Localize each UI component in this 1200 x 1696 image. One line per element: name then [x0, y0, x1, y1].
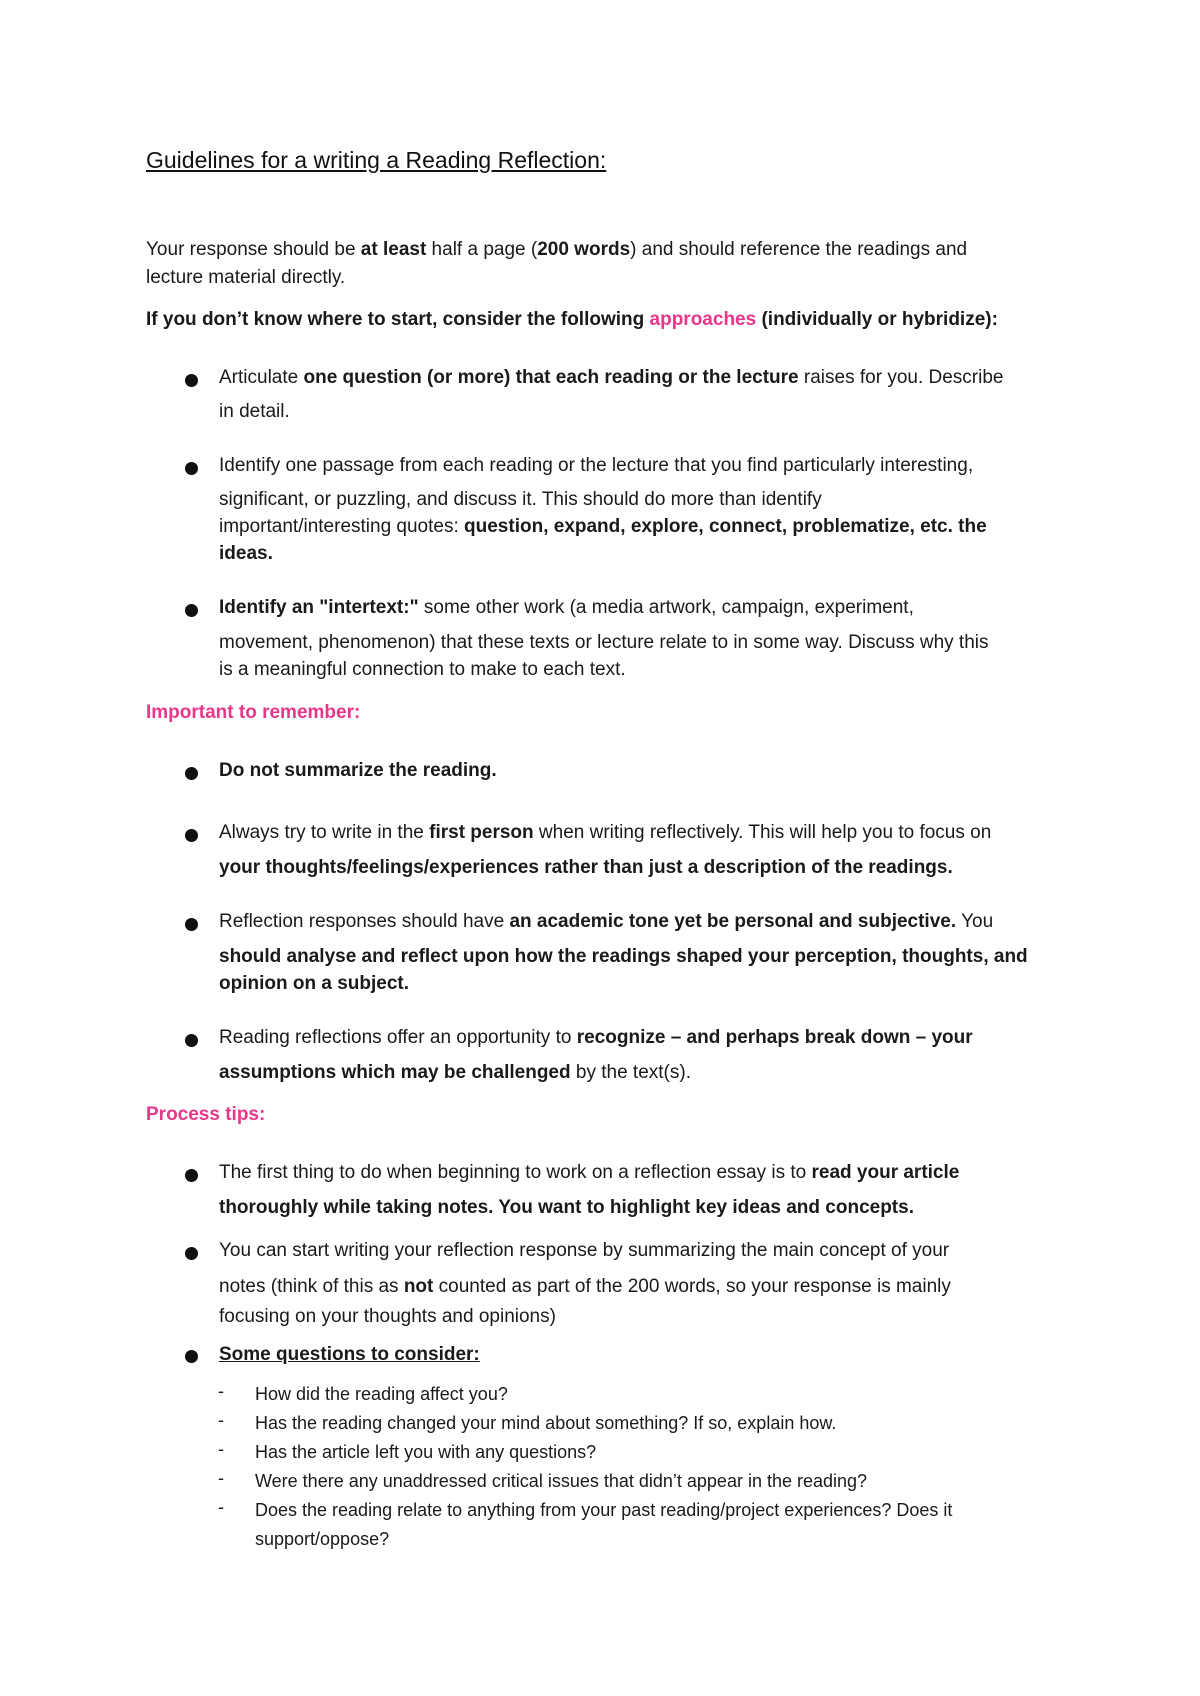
approach-2-line-2: significant, or puzzling, and discuss it. This should do more than identify [219, 489, 822, 510]
dash-icon: - [218, 1439, 224, 1459]
text: notes (think of this as [219, 1276, 404, 1297]
dash-icon: - [218, 1497, 224, 1517]
text: important/interesting quotes: [219, 516, 465, 537]
bullet-icon [185, 829, 198, 842]
approaches-tail: (individually or hybridize): [756, 309, 998, 330]
intro-line-2: lecture material directly. [146, 267, 346, 288]
intro-text: half a page ( [426, 239, 538, 260]
bullet-icon [185, 1350, 198, 1363]
important-4-line-1 [219, 1025, 973, 1051]
emphasis: one question (or more) that each reading or the lecture [303, 367, 799, 388]
important-4-line-2 [219, 1060, 691, 1086]
process-1-line-2: thoroughly while taking notes. You want to highlight key ideas and concepts. [219, 1197, 914, 1218]
approach-1-line-2: in detail. [219, 401, 290, 422]
bullet-icon [185, 1247, 198, 1260]
question-item: Has the article left you with any questions? [255, 1442, 597, 1462]
bullet-icon [185, 767, 198, 780]
important-2-line-2: your thoughts/feelings/experiences rather than just a description of the readings. [219, 857, 953, 878]
process-heading: Process tips: [146, 1104, 266, 1125]
bullet-icon [185, 918, 198, 931]
question-item: How did the reading affect you? [255, 1384, 508, 1404]
question-item-continued: support/oppose? [255, 1529, 390, 1549]
emphasis: recognize – and perhaps break down – your [576, 1027, 973, 1048]
important-3-line-2: should analyse and reflect upon how the readings shaped your perception, thoughts, and [219, 946, 1028, 967]
text: some other work (a media artwork, campaign, experiment, [418, 597, 914, 618]
approach-2-line-1: Identify one passage from each reading or the lecture that you find particularly interesting, [219, 455, 974, 476]
approaches-highlight: approaches [649, 309, 757, 330]
intro-emphasis: at least [360, 239, 427, 260]
bullet-icon [185, 462, 198, 475]
intro-text: ) and should reference the readings and [630, 239, 968, 260]
text: The first thing to do when beginning to work on a reflection essay is to [219, 1162, 812, 1183]
bullet-icon [185, 1034, 198, 1047]
text: when writing reflectively. This will help you to focus on [533, 822, 992, 843]
process-1-line-1 [219, 1160, 959, 1186]
questions-heading: Some questions to consider: [219, 1344, 480, 1365]
page-title: Guidelines for a writing a Reading Reflection: [146, 147, 607, 173]
intro-line-1 [146, 237, 967, 263]
text: Reflection responses should have [219, 911, 510, 932]
approach-1-line-1 [219, 365, 1003, 391]
text: Reading reflections offer an opportunity to [219, 1027, 577, 1048]
text: by the text(s). [570, 1062, 691, 1083]
approaches-lead: If you don’t know where to start, consider the following [146, 309, 650, 330]
emphasis: first person [429, 822, 534, 843]
intro-text: Your response should be [146, 239, 361, 260]
process-2-line-1: You can start writing your reflection response by summarizing the main concept of your [219, 1240, 950, 1261]
intro-emphasis: 200 words [537, 239, 631, 260]
bullet-icon [185, 1169, 198, 1182]
important-3-line-3: opinion on a subject. [219, 973, 409, 994]
emphasis: not [403, 1276, 434, 1297]
important-3-line-1 [219, 909, 993, 935]
dash-icon: - [218, 1468, 224, 1488]
important-heading: Important to remember: [146, 702, 361, 723]
emphasis: assumptions which may be challenged [219, 1062, 571, 1083]
emphasis: an academic tone yet be personal and subjective. [509, 911, 957, 932]
text: Always try to write in the [219, 822, 430, 843]
process-2-line-3: focusing on your thoughts and opinions) [219, 1306, 556, 1327]
text: You [956, 911, 994, 932]
dash-icon: - [218, 1381, 224, 1401]
approach-3-line-1 [219, 595, 914, 621]
text: Articulate [219, 367, 304, 388]
question-item: Has the reading changed your mind about something? If so, explain how. [255, 1413, 837, 1433]
emphasis: Identify an "intertext:" [219, 597, 419, 618]
emphasis: read your article [811, 1162, 960, 1183]
approach-3-line-3: is a meaningful connection to make to each text. [219, 659, 626, 680]
approach-3-line-2: movement, phenomenon) that these texts or lecture relate to in some way. Discuss why this [219, 632, 989, 653]
bullet-icon [185, 374, 198, 387]
important-2-line-1 [219, 820, 991, 846]
question-item: Does the reading relate to anything from your past reading/project experiences? Does it [255, 1500, 953, 1520]
text: counted as part of the 200 words, so your response is mainly [433, 1276, 951, 1297]
approach-2-line-3 [219, 514, 987, 540]
bullet-icon [185, 604, 198, 617]
process-2-line-2 [219, 1274, 951, 1300]
approach-2-line-4: ideas. [219, 543, 273, 564]
important-1-line-1: Do not summarize the reading. [219, 760, 497, 781]
emphasis: question, expand, explore, connect, problematize, etc. the [464, 516, 987, 537]
question-item: Were there any unaddressed critical issues that didn’t appear in the reading? [255, 1471, 868, 1491]
text: raises for you. Describe [798, 367, 1004, 388]
approaches-heading [146, 309, 998, 331]
dash-icon: - [218, 1410, 224, 1430]
